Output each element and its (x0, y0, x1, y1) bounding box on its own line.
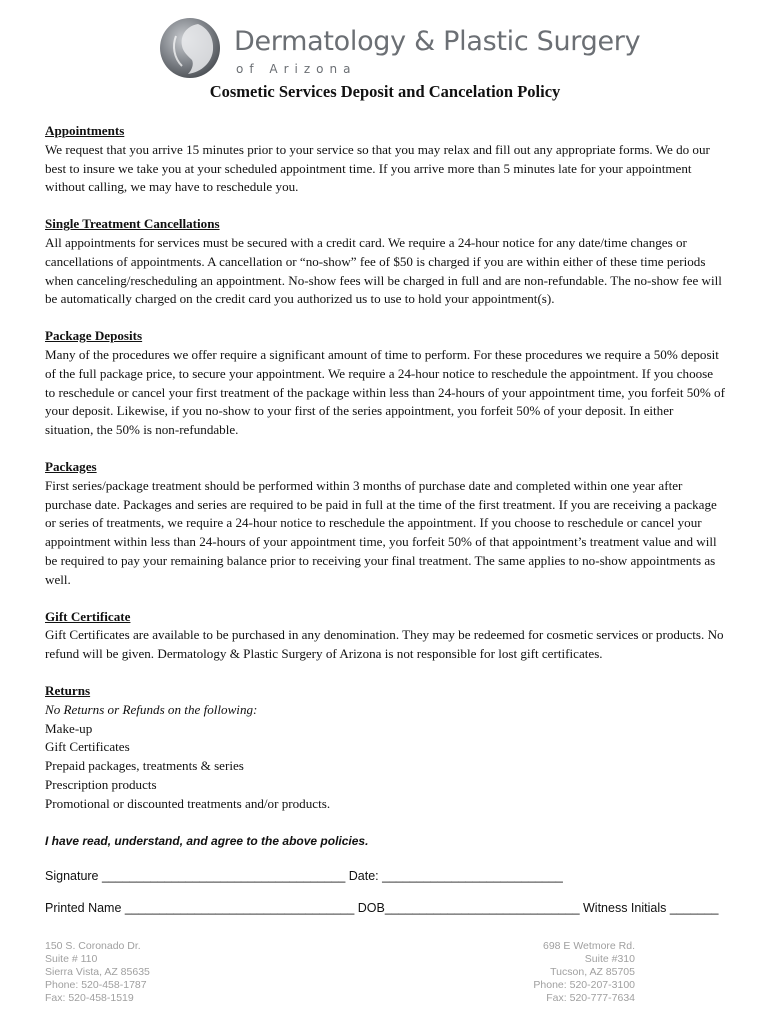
section-heading: Packages (45, 458, 97, 474)
returns-intro: No Returns or Refunds on the following: (45, 701, 258, 717)
list-item: Prescription products (45, 776, 157, 792)
section-heading: Returns (45, 682, 91, 698)
page-title: Cosmetic Services Deposit and Cancelation Policy (209, 82, 561, 101)
footer-line: Phone: 520-458-1787 (45, 979, 147, 991)
list-item: Make-up (45, 720, 93, 736)
section-gift-certificate (45, 608, 725, 664)
agreement-statement: I have read, understand, and agree to the above policies. (45, 834, 369, 848)
footer-line: Fax: 520-777-7634 (546, 992, 635, 1004)
printed-name-dob-witness-line[interactable]: Printed Name _________________________________ DOB____________________________ Witness Initials _______ (45, 901, 719, 915)
section-heading: Appointments (45, 123, 125, 138)
footer-line: 150 S. Coronado Dr. (45, 940, 141, 952)
section-text: All appointments for services must be secured with a credit card. We require a 24-hour notice for any date/time changes or cancellations of appointments. A cancellation or “no-show” fee of $50 is charged if you are within either of these time periods when canceling/rescheduling an appointment. No-show fees will be charged in full and are non-refundable. The no-show fee will be automatically charged on the credit card you authorized us to use to hold your appointment(s). (45, 234, 722, 307)
footer-line: Fax: 520-458-1519 (45, 992, 134, 1004)
footer-line: Phone: 520-207-3100 (533, 979, 635, 991)
logo-practice-name: Dermatology & Plastic Surgery (234, 26, 641, 57)
section-single-treatment (45, 215, 725, 309)
returns-list (45, 720, 725, 814)
list-item: Prepaid packages, treatments & series (45, 758, 244, 774)
footer-line: Tucson, AZ 85705 (550, 966, 635, 978)
section-appointments (45, 122, 725, 197)
footer-address-tucson (533, 940, 635, 1005)
list-item: Promotional or discounted treatments and/or products. (45, 795, 331, 811)
section-package-deposits (45, 327, 725, 440)
footer-line: Sierra Vista, AZ 85635 (45, 966, 150, 978)
section-text: Many of the procedures we offer require a significant amount of time to perform. For these procedures we require a 50% deposit of the full package price, to secure your appointment. We require a 24-hour notice to reschedule the appointment. If you choose to reschedule or cancel your first treatment of the package within less than 24-hours of your appointment time, you forfeit 50% of your deposit. Likewise, if you no-show to your first of the series appointment, you forfeit 50% of your deposit. In either situation, the 50% is non-refundable. (45, 346, 725, 438)
section-text: Gift Certificates are available to be purchased in any denomination. They may be redeemed for cosmetic services or products. No refund will be given. Dermatology & Plastic Surgery of Arizona is not responsible for lost gift certificates. (45, 627, 724, 662)
signature-date-line[interactable]: Signature ___________________________________ Date: __________________________ (45, 869, 563, 883)
profile-silhouette-logo-icon (158, 16, 222, 80)
policy-body (45, 122, 725, 832)
footer-line: Suite # 110 (45, 953, 98, 965)
section-packages (45, 458, 725, 590)
section-heading: Package Deposits (45, 328, 143, 344)
list-item: Gift Certificates (45, 739, 130, 755)
section-heading: Gift Certificate (45, 608, 131, 624)
footer-line: 698 E Wetmore Rd. (542, 940, 635, 952)
section-text: First series/package treatment should be performed within 3 months of purchase date and completed within one year after purchase date. Packages and series are required to be paid in full at the time of the first treatment. If you are receiving a package or series of treatments, we require a 24-hour notice to reschedule the appointment. If you choose to reschedule or cancel your appointment within less than 24-hours of your appointment time, you forfeit 50% of that appointment’s treatment value and will be required to pay your remaining balance prior to receiving your final treatment. The same applies to no-show appointments as well. (45, 477, 717, 587)
footer-line: Suite #310 (584, 953, 635, 965)
section-text: We request that you arrive 15 minutes prior to your service so that you may relax and fill out any appropriate forms. We do our best to insure we take you at your scheduled appointment time. If you arrive more than 5 minutes late for your appointment without calling, we may have to reschedule you. (45, 141, 710, 195)
practice-logo (158, 16, 641, 80)
logo-location: of Arizona (236, 62, 357, 76)
section-heading: Single Treatment Cancellations (45, 216, 220, 232)
section-returns (45, 682, 725, 814)
footer-address-sierra-vista (45, 940, 150, 1005)
